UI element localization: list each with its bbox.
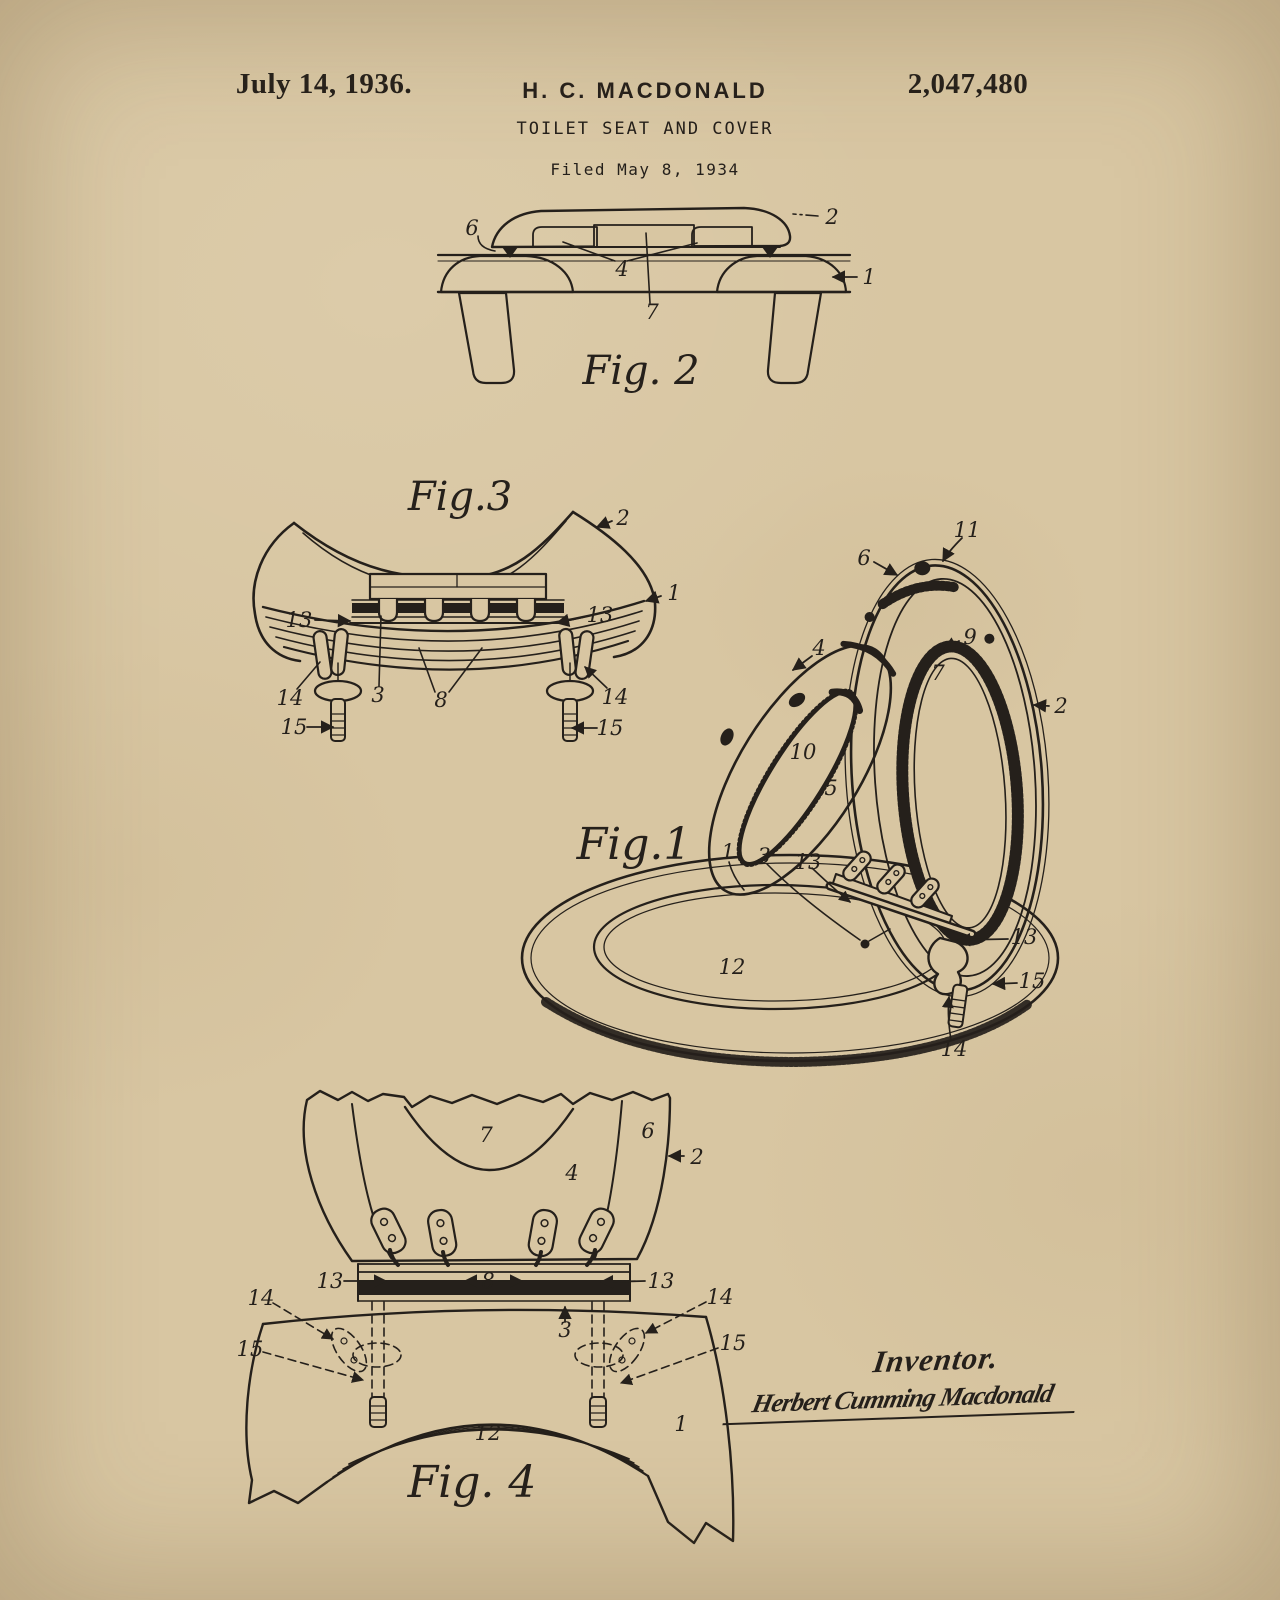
fig4-label-15l: 15: [236, 1337, 264, 1361]
fig1-label-7: 7: [931, 661, 945, 685]
figure-1-drawing: [522, 518, 1068, 1062]
fig4-caption: Fig. 4: [407, 1457, 537, 1508]
fig4-label-15r: 15: [719, 1331, 747, 1355]
fig1-label-14: 14: [940, 1037, 968, 1061]
fig4-label-7: 7: [479, 1123, 493, 1147]
fig4-label-8: 8: [481, 1269, 495, 1293]
fig2-label-6: 6: [465, 216, 479, 240]
fig1-label-2: 2: [1054, 694, 1068, 718]
fig3-caption: Fig.3: [407, 474, 513, 520]
patent-title: TOILET SEAT AND COVER: [516, 119, 774, 139]
fig2-label-1: 1: [862, 265, 876, 289]
fig4-label-13r: 13: [647, 1269, 675, 1293]
fig4-label-2: 2: [690, 1145, 704, 1169]
fig3-label-8: 8: [434, 688, 448, 712]
fig1-caption: Fig.1: [576, 819, 692, 870]
fig3-label-13l: 13: [285, 608, 313, 632]
fig1-label-3: 3: [757, 844, 771, 868]
fig4-label-3: 3: [558, 1318, 572, 1342]
patent-date: July 14, 1936.: [235, 68, 413, 100]
figure-2-drawing: [438, 205, 876, 394]
fig1-label-4: 4: [812, 636, 826, 660]
figure-3-drawing: [254, 474, 681, 741]
fig2-caption: Fig. 2: [582, 348, 700, 394]
fig3-label-3: 3: [371, 683, 385, 707]
figure-4-drawing: [237, 1091, 747, 1543]
fig3-label-2: 2: [616, 506, 630, 530]
fig1-label-13a: 13: [794, 850, 822, 874]
fig1-label-6: 6: [857, 546, 871, 570]
patent-number: 2,047,480: [907, 68, 1029, 100]
fig4-label-14r: 14: [706, 1285, 734, 1309]
fig1-label-15: 15: [1018, 969, 1046, 993]
fig1-label-9: 9: [963, 625, 977, 649]
fig3-label-1: 1: [667, 581, 681, 605]
fig1-label-10: 10: [789, 740, 817, 764]
fig3-label-15r: 15: [596, 716, 624, 740]
fig1-label-11: 11: [953, 518, 981, 542]
inventor-name: H. C. MACDONALD: [522, 78, 768, 103]
inventor-signature: Herbert Cumming Macdonald: [722, 1378, 1081, 1426]
fig4-label-13l: 13: [316, 1269, 344, 1293]
fig4-label-6: 6: [641, 1119, 655, 1143]
fig4-label-4: 4: [565, 1161, 579, 1185]
fig4-label-1: 1: [674, 1412, 688, 1436]
fig4-label-12: 12: [474, 1421, 502, 1445]
fig3-label-13r: 13: [586, 603, 614, 627]
fig1-label-12: 12: [718, 955, 746, 979]
inventor-role-label: Inventor.: [870, 1339, 1002, 1380]
fig2-label-2: 2: [825, 205, 839, 229]
fig1-label-1: 1: [721, 840, 735, 864]
fig3-label-14r: 14: [601, 685, 629, 709]
fig3-label-15l: 15: [280, 715, 308, 739]
fig3-label-14l: 14: [276, 686, 304, 710]
filed-date: Filed May 8, 1934: [550, 160, 740, 179]
fig2-label-7: 7: [645, 300, 659, 324]
fig2-label-4: 4: [615, 257, 629, 281]
fig1-label-5: 5: [824, 776, 838, 800]
fig4-label-14l: 14: [247, 1286, 275, 1310]
fig1-label-13b: 13: [1010, 925, 1038, 949]
